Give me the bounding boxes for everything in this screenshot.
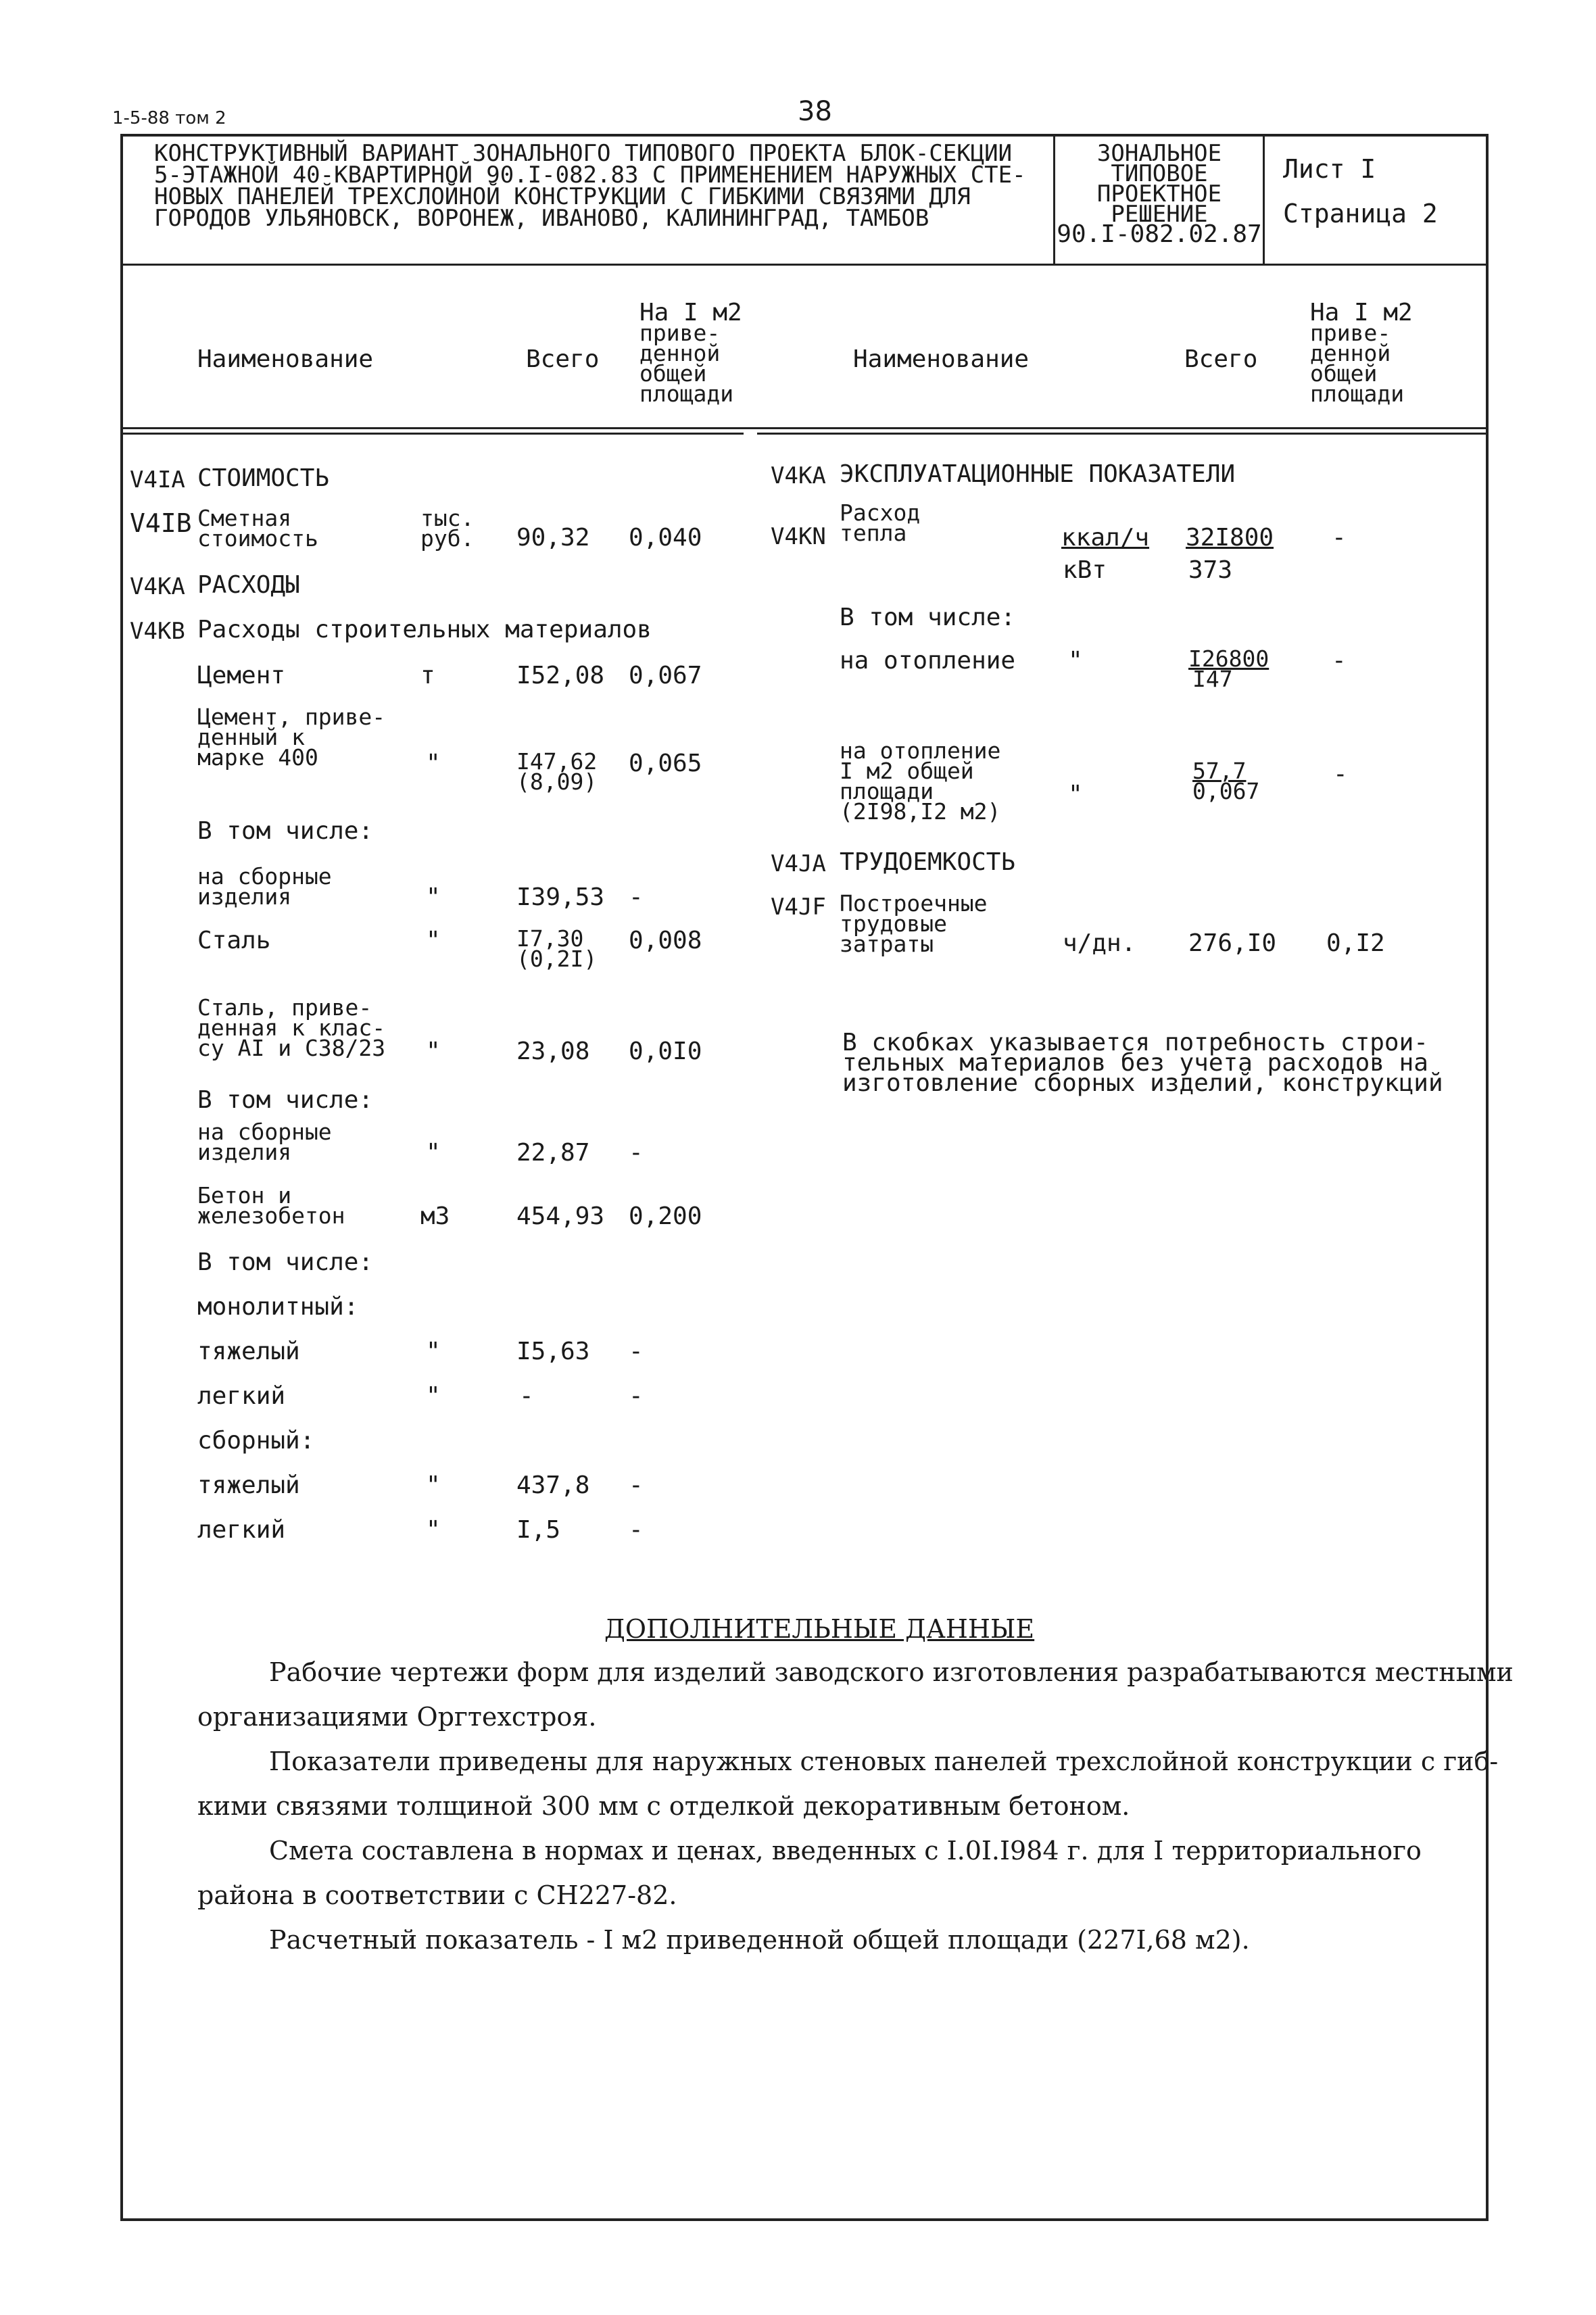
item-unit: " <box>426 1038 441 1065</box>
item-unit: " <box>426 1471 441 1499</box>
item-total: 22,87 <box>516 1139 590 1167</box>
solution-type <box>1056 140 1263 248</box>
section-title: ТРУДОЕМКОСТЬ <box>840 848 1016 876</box>
item-name: Построечные <box>840 890 988 917</box>
item-total: I7,30 <box>516 925 584 952</box>
column-header-name: Наименование <box>197 345 374 373</box>
paragraph-line: Показатели приведены для наружных стеновых панелей трехслойной конструкции с гиб- <box>269 1747 1499 1776</box>
item-name: изделия <box>197 883 292 910</box>
item-per-m2: 0,008 <box>629 927 702 954</box>
paragraph-line: Рабочие чертежи форм для изделий заводского изготовления разрабатываются местными <box>269 1657 1514 1687</box>
footnote-line: В скобках указывается потребность строи- <box>842 1029 1428 1056</box>
item-total: 90,32 <box>516 524 590 552</box>
item-name: денный к <box>197 724 305 750</box>
item-name: Цемент <box>197 662 286 689</box>
item-unit: " <box>1068 647 1083 675</box>
item-name: Сметная <box>197 505 292 531</box>
item-name: В том числе: <box>197 1248 374 1276</box>
item-name: тепла <box>840 520 907 546</box>
item-unit: " <box>426 883 441 911</box>
item-per-m2: - <box>629 1139 644 1167</box>
item-name: В том числе: <box>840 604 1016 631</box>
solution-line: ПРОЕКТНОЕ <box>1096 180 1222 208</box>
page-number: 38 <box>798 96 832 127</box>
item-name: изделия <box>197 1139 292 1165</box>
item-per-m2: 0,I2 <box>1326 929 1385 957</box>
paragraph-line: Расчетный показатель - I м2 приведенной общей площади (227I,68 м2). <box>269 1925 1250 1955</box>
item-unit: ч/дн. <box>1063 929 1136 957</box>
item-per-m2: - <box>629 1382 644 1410</box>
solution-line: РЕШЕНИЕ <box>1111 201 1208 228</box>
row-code: V4KA <box>130 573 185 600</box>
item-name: на сборные <box>197 1119 332 1145</box>
row-code: V4IB <box>130 508 192 538</box>
title-line: 5-ЭТАЖНОЙ 40-КВАРТИРНОЙ 90.I-082.83 С ПРИМЕНЕНИЕМ НАРУЖНЫХ СТЕ- <box>154 162 1026 189</box>
item-name: В том числе: <box>197 817 374 845</box>
title-line: ГОРОДОВ УЛЬЯНОВСК, ВОРОНЕЖ, ИВАНОВО, КАЛИНИНГРАД, ТАМБОВ <box>154 205 929 232</box>
item-per-m2: - <box>629 883 644 911</box>
page-label: Страница 2 <box>1283 199 1438 228</box>
section-title: СТОИМОСТЬ <box>197 464 330 492</box>
item-per-m2: - <box>1332 647 1347 675</box>
item-name: легкий <box>197 1382 286 1410</box>
item-per-m2: 0,040 <box>629 524 702 552</box>
paragraph-line: организациями Оргтехстроя. <box>197 1702 597 1732</box>
item-name: денная к клас- <box>197 1015 386 1041</box>
item-name: монолитный: <box>197 1293 359 1321</box>
item-name: на отопление <box>840 737 1001 764</box>
item-name: В том числе: <box>197 1086 374 1114</box>
item-total: 23,08 <box>516 1038 590 1065</box>
row-code: V4KB <box>130 618 185 645</box>
row-code: V4KN <box>771 523 826 550</box>
item-name: стоимость <box>197 525 318 552</box>
item-total: 276,I0 <box>1188 929 1277 957</box>
item-name: на отопление <box>840 647 1016 675</box>
item-total: 0,067 <box>1192 778 1260 804</box>
solution-code: 90.I-082.02.87 <box>1057 220 1262 248</box>
item-per-m2: - <box>629 1338 644 1365</box>
item-unit: " <box>426 750 441 777</box>
document-reference: 1-5-88 том 2 <box>112 108 226 128</box>
item-per-m2: - <box>1333 760 1348 788</box>
item-per-m2: 0,0I0 <box>629 1038 702 1065</box>
item-unit: " <box>426 1516 441 1544</box>
sheet-label: Лист I <box>1283 154 1376 184</box>
item-total: 32I800 <box>1186 524 1274 552</box>
paragraph-line: Смета составлена в нормах и ценах, введенных с I.0I.I984 г. для I территориального <box>269 1836 1422 1866</box>
item-name: сборный: <box>197 1427 315 1455</box>
item-total: I,5 <box>516 1516 561 1544</box>
item-per-m2: - <box>629 1471 644 1499</box>
item-total: (0,2I) <box>516 946 598 972</box>
item-total: 373 <box>1188 556 1233 584</box>
footnote <box>842 1029 1443 1097</box>
item-per-m2: 0,065 <box>629 750 702 777</box>
item-total: I39,53 <box>516 883 605 911</box>
paragraph-line: района в соответствии с СН227-82. <box>197 1880 677 1910</box>
column-header-per-m2: На I м2 приве- денной общей площади <box>639 299 742 407</box>
item-name: Сталь, приве- <box>197 994 372 1021</box>
item-name: железобетон <box>197 1202 345 1229</box>
item-unit: т <box>420 662 435 689</box>
item-name: затраты <box>840 931 934 957</box>
column-header-per-m2: На I м2 приве- денной общей площади <box>1310 299 1413 407</box>
item-total: I52,08 <box>516 662 605 689</box>
item-unit: кВт <box>1063 556 1107 584</box>
column-header-name: Наименование <box>853 345 1030 373</box>
solution-line: ЗОНАЛЬНОЕ <box>1096 140 1222 167</box>
item-total: I5,63 <box>516 1338 590 1365</box>
item-total: I47 <box>1192 666 1233 692</box>
item-unit: ккал/ч <box>1061 524 1150 552</box>
item-name: су AI и С38/23 <box>197 1035 386 1061</box>
row-code: V4KA <box>771 462 826 489</box>
item-total: I47,62 <box>516 748 598 775</box>
item-total: 454,93 <box>516 1202 605 1230</box>
item-unit: " <box>1068 781 1083 808</box>
item-total: 437,8 <box>516 1471 590 1499</box>
item-unit: м3 <box>420 1202 450 1230</box>
item-unit: руб. <box>420 525 475 552</box>
item-total: - <box>519 1382 534 1410</box>
item-name: Расходы строительных материалов <box>197 616 652 643</box>
title-line: НОВЫХ ПАНЕЛЕЙ ТРЕХСЛОЙНОЙ КОНСТРУКЦИИ С ГИБКИМИ СВЯЗЯМИ ДЛЯ <box>154 183 971 210</box>
paragraph-line: кими связями толщиной 300 мм с отделкой декоративным бетоном. <box>197 1791 1130 1821</box>
item-per-m2: 0,067 <box>629 662 702 689</box>
footnote-line: изготовление сборных изделий, конструкций <box>842 1069 1443 1097</box>
item-unit: " <box>426 1382 441 1410</box>
item-per-m2: - <box>1332 524 1347 552</box>
item-per-m2: 0,200 <box>629 1202 702 1230</box>
item-name: трудовые <box>840 910 947 937</box>
item-total: 57,7 <box>1192 758 1247 784</box>
item-total: (8,09) <box>516 769 598 795</box>
column-header-total: Всего <box>1184 345 1258 373</box>
item-name: площади <box>840 778 934 804</box>
section-title: ЭКСПЛУАТАЦИОННЫЕ ПОКАЗАТЕЛИ <box>840 460 1236 488</box>
item-unit: " <box>426 1139 441 1167</box>
footnote-line: тельных материалов без учета расходов на <box>842 1049 1428 1077</box>
item-name: тяжелый <box>197 1471 300 1499</box>
item-unit: " <box>426 927 441 954</box>
section-heading: ДОПОЛНИТЕЛЬНЫЕ ДАННЫЕ <box>604 1614 1035 1644</box>
row-code: V4IA <box>130 466 185 493</box>
item-unit: тыс. <box>420 505 475 531</box>
row-code: V4JF <box>771 894 826 921</box>
item-per-m2: - <box>629 1516 644 1544</box>
item-name: на сборные <box>197 863 332 890</box>
item-name: тяжелый <box>197 1338 300 1365</box>
item-name: (2I98,I2 м2) <box>840 798 1001 825</box>
item-unit: " <box>426 1338 441 1365</box>
item-total: I26800 <box>1188 645 1269 672</box>
item-name: Сталь <box>197 927 271 954</box>
item-name: марке 400 <box>197 744 318 771</box>
item-name: I м2 общей <box>840 758 974 784</box>
item-name: Бетон и <box>197 1182 292 1209</box>
title-line: КОНСТРУКТИВНЫЙ ВАРИАНТ ЗОНАЛЬНОГО ТИПОВОГО ПРОЕКТА БЛОК-СЕКЦИИ <box>154 140 1013 167</box>
column-header-total: Всего <box>526 345 600 373</box>
row-code: V4JA <box>771 850 826 877</box>
section-title: РАСХОДЫ <box>197 571 300 599</box>
item-name: Цемент, приве- <box>197 704 386 730</box>
item-name: Расход <box>840 499 921 526</box>
item-name: легкий <box>197 1516 286 1544</box>
solution-line: ТИПОВОЕ <box>1111 160 1208 187</box>
